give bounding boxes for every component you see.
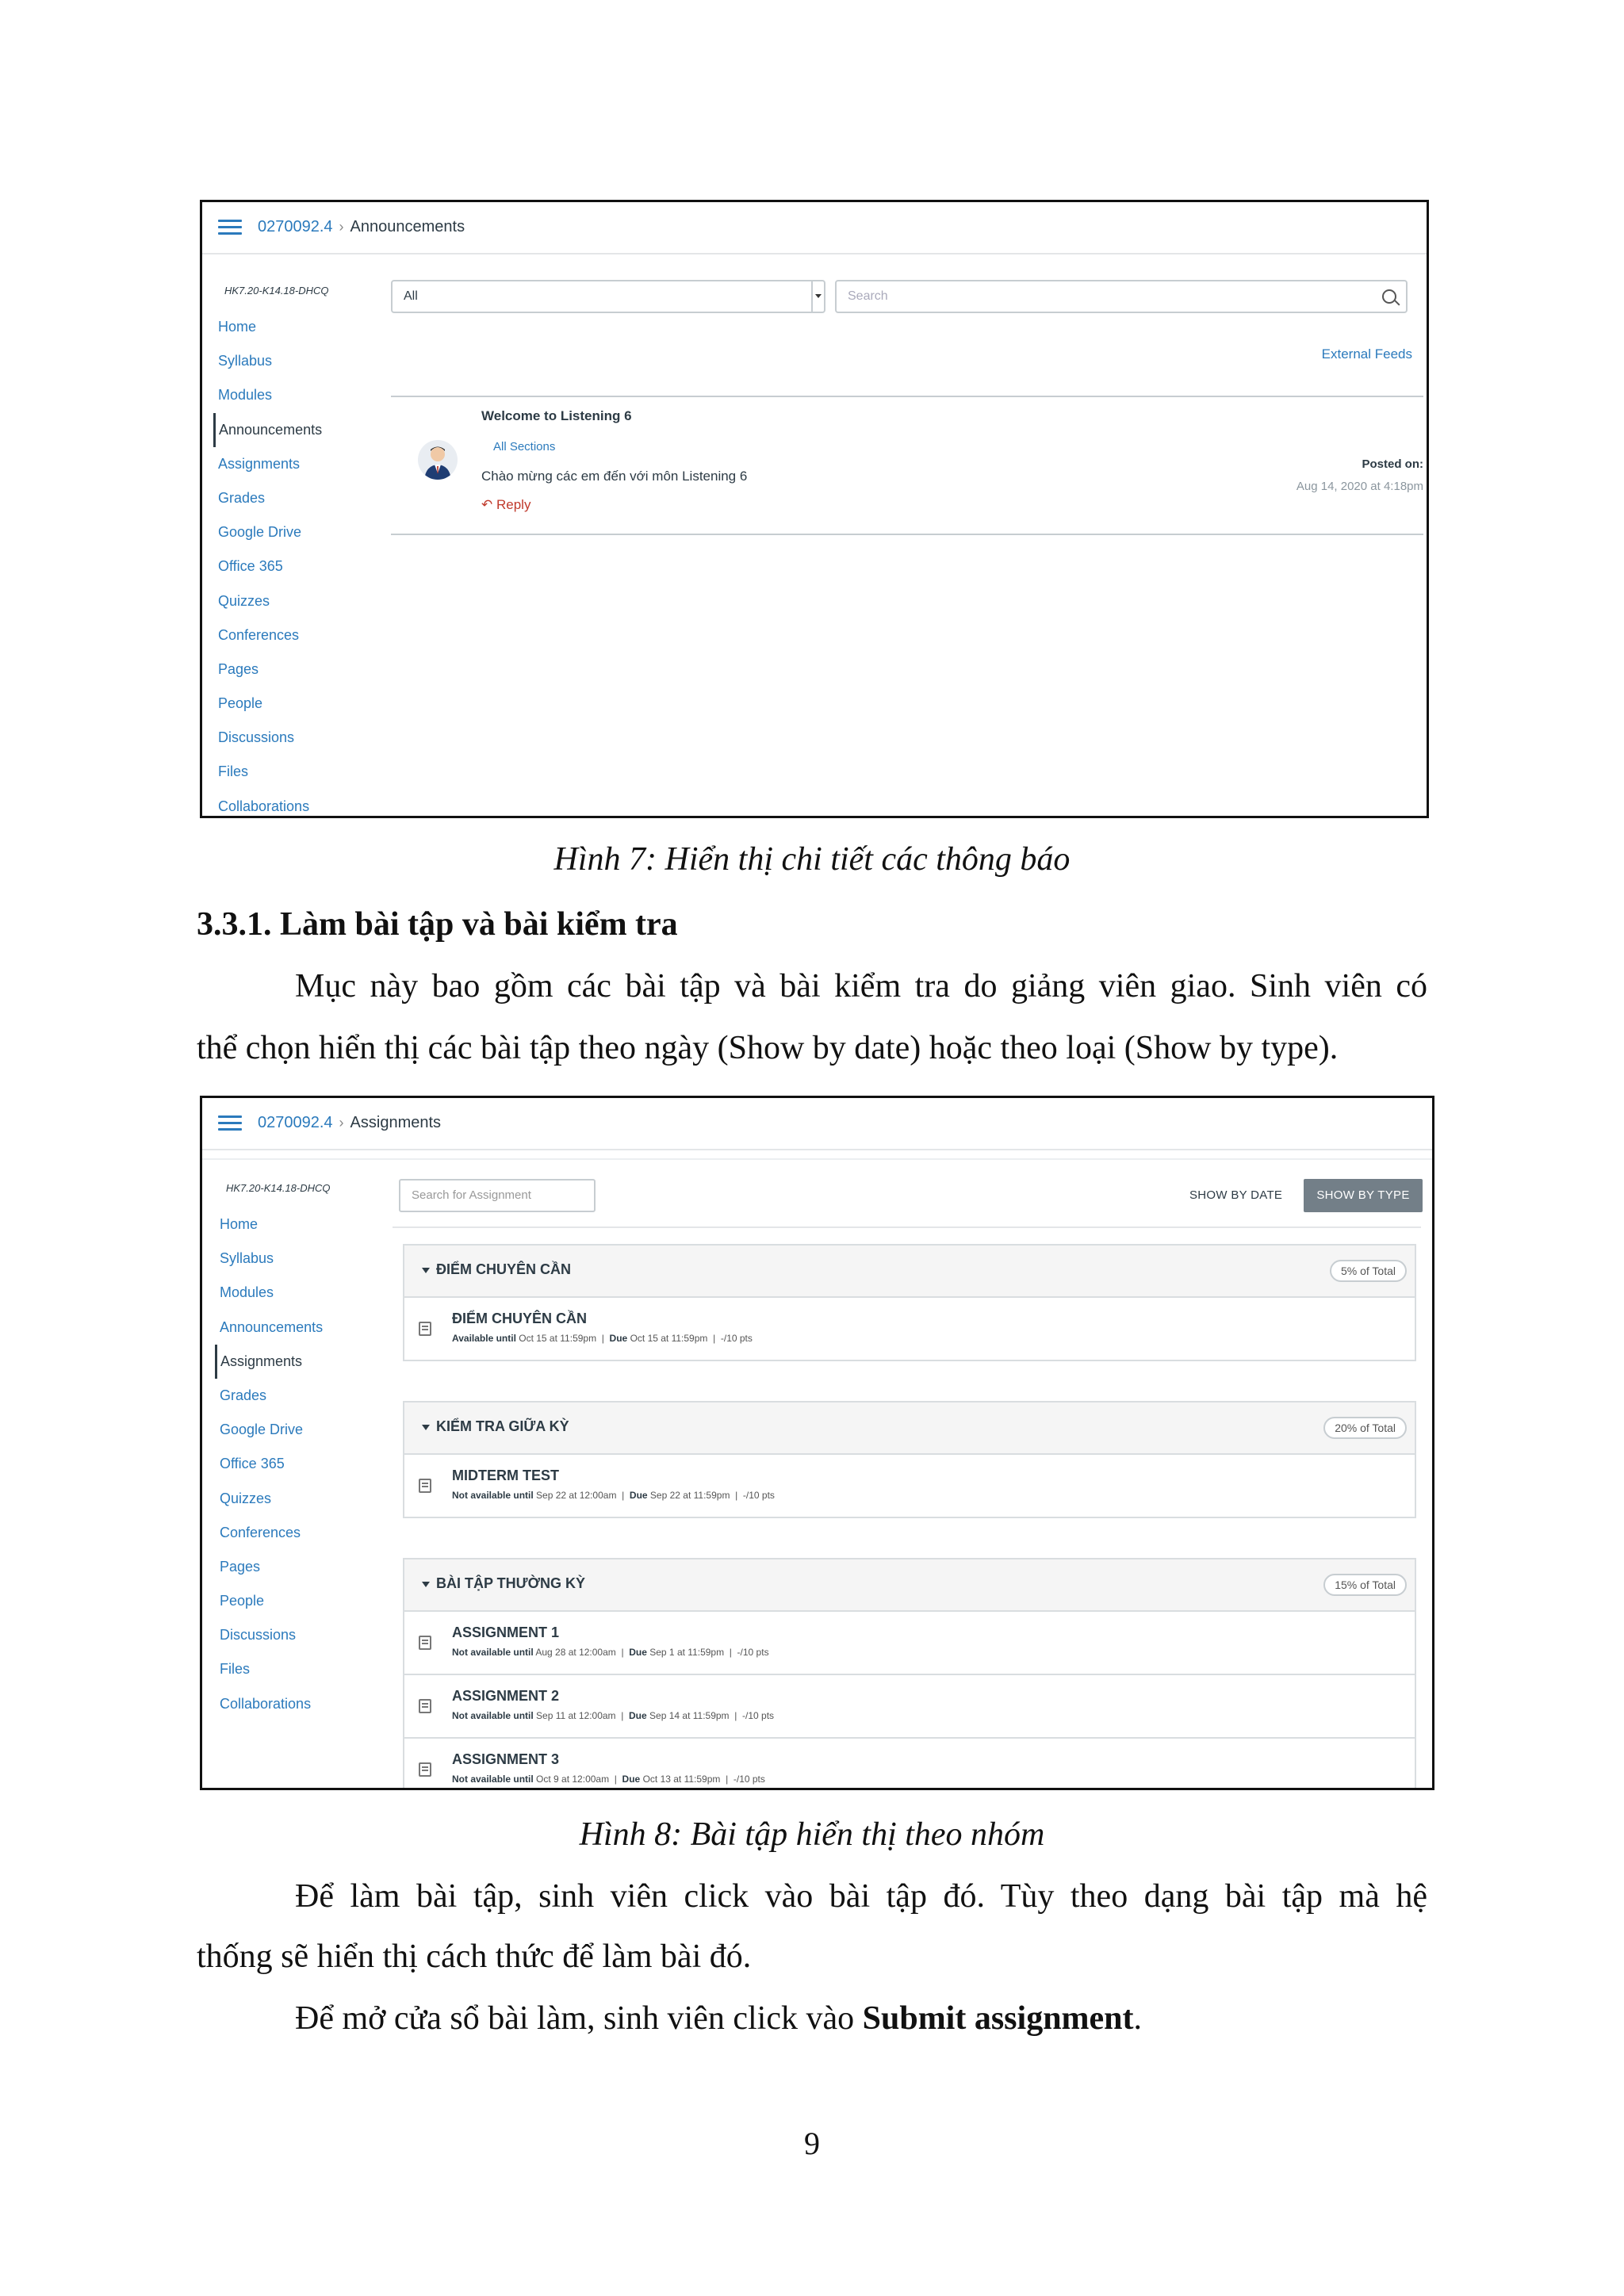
sidebar-item-collaborations[interactable]: Collaborations: [220, 1695, 312, 1712]
section-heading: 3.3.1. Làm bài tập và bài kiểm tra: [197, 906, 678, 943]
assignment-group: [403, 1558, 1416, 1790]
sidebar-item-home[interactable]: Home: [220, 1216, 259, 1232]
points: -/10 pts: [720, 1333, 753, 1344]
search-input[interactable]: [835, 280, 1408, 313]
paragraph1-line1: Mục này bao gồm các bài tập và bài kiểm tra do giảng viên giao. Sinh viên có: [295, 968, 1427, 1004]
assignment-row[interactable]: [404, 1298, 1415, 1360]
group-weight-badge: 20% of Total: [1323, 1417, 1407, 1439]
course-nav: [215, 1207, 373, 1721]
avatar[interactable]: [418, 440, 458, 480]
figure8-screenshot: [200, 1096, 1434, 1790]
chevron-right-icon: ›: [339, 1115, 344, 1131]
assignment-icon: [419, 1699, 431, 1713]
sidebar-item-modules[interactable]: Modules: [220, 1284, 274, 1301]
group-name: BÀI TẬP THƯỜNG KỲ: [436, 1575, 585, 1591]
group-header[interactable]: [404, 1402, 1415, 1455]
sidebar-item-announcements[interactable]: Announcements: [213, 413, 372, 447]
sidebar-item-conferences[interactable]: Conferences: [218, 626, 300, 643]
points: -/10 pts: [737, 1647, 769, 1658]
divider: [202, 1158, 1432, 1160]
sidebar-item-home[interactable]: Home: [218, 319, 257, 335]
sidebar-item-discussions[interactable]: Discussions: [220, 1627, 297, 1644]
assignment-row[interactable]: [404, 1739, 1415, 1790]
assignment-name[interactable]: ASSIGNMENT 2: [452, 1688, 560, 1704]
figure8-caption: Hình 8: Bài tập hiển thị theo nhóm: [579, 1816, 1045, 1853]
due-date: Oct 13 at 11:59pm: [642, 1774, 721, 1785]
filter-select-value: All: [404, 289, 418, 303]
show-by-date-button[interactable]: SHOW BY DATE: [1189, 1188, 1283, 1202]
search-placeholder: Search: [848, 289, 888, 303]
availability-label: Not available until: [452, 1490, 534, 1501]
availability-date: Oct 15 at 11:59pm: [519, 1333, 597, 1344]
assignment-group: [403, 1244, 1416, 1361]
divider: [393, 1226, 1421, 1228]
reply-icon: ↶: [481, 497, 493, 512]
chevron-right-icon: ›: [339, 219, 344, 235]
announcement-title[interactable]: Welcome to Listening 6: [481, 408, 632, 423]
dropdown-arrow-icon[interactable]: [811, 281, 824, 312]
collapse-triangle-icon[interactable]: [422, 1582, 430, 1587]
availability-label: Available until: [452, 1333, 516, 1344]
group-weight-badge: 15% of Total: [1323, 1574, 1407, 1596]
sidebar-item-google-drive[interactable]: Google Drive: [218, 524, 302, 541]
assignment-row[interactable]: [404, 1675, 1415, 1739]
sidebar-item-pages[interactable]: Pages: [220, 1558, 261, 1575]
assignment-icon: [419, 1762, 431, 1777]
assignment-meta: Available until Oct 15 at 11:59pm | Due Oct 15 at 11:59pm | -/10 pts: [452, 1333, 753, 1344]
assignment-search-input[interactable]: [399, 1179, 596, 1212]
sidebar-item-syllabus[interactable]: Syllabus: [218, 353, 273, 369]
breadcrumb-current: Assignments: [350, 1114, 442, 1131]
group-header[interactable]: [404, 1246, 1415, 1298]
term-label: HK7.20-K14.18-DHCQ: [224, 285, 329, 297]
sidebar-item-quizzes[interactable]: Quizzes: [220, 1490, 272, 1506]
page-number: 9: [804, 2126, 820, 2161]
due-date: Oct 15 at 11:59pm: [630, 1333, 708, 1344]
sidebar-item-conferences[interactable]: Conferences: [220, 1524, 301, 1540]
paragraph1-line2: thể chọn hiển thị các bài tập theo ngày (Show by date) hoặc theo loại (Show by type).: [197, 1030, 1339, 1066]
availability-date: Sep 11 at 12:00am: [536, 1710, 616, 1721]
sidebar-item-modules[interactable]: Modules: [218, 387, 273, 404]
course-nav: [213, 310, 372, 818]
figure7-caption: Hình 7: Hiển thị chi tiết các thông báo: [553, 841, 1071, 878]
sidebar-item-grades[interactable]: Grades: [218, 489, 266, 506]
sidebar-item-pages[interactable]: Pages: [218, 660, 259, 677]
assignment-name[interactable]: ĐIỂM CHUYÊN CẦN: [452, 1311, 588, 1326]
breadcrumb: [258, 218, 465, 236]
paragraph2-line1: Để làm bài tập, sinh viên click vào bài tập đó. Tùy theo dạng bài tập mà hệ: [295, 1878, 1427, 1915]
breadcrumb-current: Announcements: [350, 218, 465, 235]
hamburger-menu-icon[interactable]: [218, 1115, 242, 1131]
divider: [391, 396, 1423, 397]
group-name: ĐIỂM CHUYÊN CẦN: [436, 1261, 572, 1277]
collapse-triangle-icon[interactable]: [422, 1425, 430, 1430]
sidebar-item-files[interactable]: Files: [218, 763, 249, 780]
assignment-meta: Not available until Aug 28 at 12:00am | Due Sep 1 at 11:59pm | -/10 pts: [452, 1647, 769, 1658]
top-bar: [202, 1098, 1432, 1150]
group-header[interactable]: [404, 1559, 1415, 1612]
show-by-type-button[interactable]: SHOW BY TYPE: [1304, 1179, 1423, 1212]
assignment-meta: Not available until Sep 11 at 12:00am | Due Sep 14 at 11:59pm | -/10 pts: [452, 1710, 775, 1721]
sidebar-item-grades[interactable]: Grades: [220, 1387, 267, 1403]
assignment-meta: Not available until Sep 22 at 12:00am | Due Sep 22 at 11:59pm | -/10 pts: [452, 1490, 775, 1501]
due-date: Sep 1 at 11:59pm: [649, 1647, 725, 1658]
sidebar-item-quizzes[interactable]: Quizzes: [218, 592, 270, 609]
assignment-group: [403, 1401, 1416, 1518]
points: -/10 pts: [742, 1710, 775, 1721]
top-bar: [202, 202, 1427, 254]
sidebar-item-assignments[interactable]: Assignments: [218, 455, 301, 472]
person-avatar-icon: [418, 440, 458, 480]
assignment-icon: [419, 1322, 431, 1336]
external-feeds-link[interactable]: External Feeds: [1321, 346, 1412, 362]
assignment-icon: [419, 1479, 431, 1493]
sidebar-item-people[interactable]: People: [218, 695, 263, 712]
points: -/10 pts: [733, 1774, 765, 1785]
due-label: Due: [629, 1710, 647, 1721]
paragraph3-text: Để mở cửa sổ bài làm, sinh viên click vào: [295, 2000, 863, 2037]
term-label: HK7.20-K14.18-DHCQ: [226, 1182, 331, 1194]
availability-date: Aug 28 at 12:00am: [535, 1647, 616, 1658]
paragraph3-end: .: [1133, 2000, 1143, 2037]
assignment-row[interactable]: [404, 1612, 1415, 1675]
sidebar-item-office-365[interactable]: Office 365: [218, 558, 283, 575]
announcement-sections: All Sections: [493, 440, 556, 453]
divider: [391, 534, 1423, 535]
figure7-screenshot: [200, 200, 1429, 818]
sidebar-item-assignments[interactable]: Assignments: [215, 1345, 373, 1379]
sidebar-item-collaborations[interactable]: Collaborations: [218, 798, 310, 814]
assignment-meta: Not available until Oct 9 at 12:00am | Due Oct 13 at 11:59pm | -/10 pts: [452, 1774, 765, 1785]
posted-on-label: Posted on:: [1362, 457, 1423, 471]
breadcrumb-course-link[interactable]: 0270092.4: [258, 1114, 333, 1131]
sidebar-item-people[interactable]: People: [220, 1593, 265, 1609]
assignment-row[interactable]: [404, 1455, 1415, 1517]
search-placeholder: Search for Assignment: [412, 1188, 531, 1202]
due-label: Due: [609, 1333, 628, 1344]
search-icon[interactable]: [1382, 289, 1396, 304]
availability-label: Not available until: [452, 1774, 534, 1785]
due-label: Due: [629, 1647, 647, 1658]
paragraph3: [295, 1999, 1142, 2038]
sidebar-item-announcements[interactable]: Announcements: [220, 1318, 324, 1335]
availability-label: Not available until: [452, 1647, 534, 1658]
assignment-name[interactable]: ASSIGNMENT 3: [452, 1751, 560, 1767]
availability-label: Not available until: [452, 1710, 534, 1721]
assignment-name[interactable]: MIDTERM TEST: [452, 1468, 559, 1483]
due-label: Due: [622, 1774, 641, 1785]
reply-link[interactable]: [481, 497, 530, 513]
due-date: Sep 22 at 11:59pm: [649, 1490, 730, 1501]
sidebar-item-discussions[interactable]: Discussions: [218, 729, 295, 746]
breadcrumb: [258, 1114, 441, 1132]
group-name: KIỂM TRA GIỮA KỲ: [436, 1418, 569, 1434]
assignment-name[interactable]: ASSIGNMENT 1: [452, 1624, 560, 1640]
announcement-message: Chào mừng các em đến với môn Listening 6: [481, 469, 748, 484]
submit-assignment-emphasis: Submit assignment: [862, 2000, 1134, 2037]
hamburger-menu-icon[interactable]: [218, 220, 242, 235]
filter-select[interactable]: [391, 280, 825, 313]
breadcrumb-course-link[interactable]: 0270092.4: [258, 218, 333, 235]
paragraph2-line2: thống sẽ hiển thị cách thức để làm bài đó.: [197, 1938, 752, 1975]
sidebar-item-files[interactable]: Files: [220, 1661, 251, 1678]
availability-date: Oct 9 at 12:00am: [536, 1774, 610, 1785]
reply-label: Reply: [496, 497, 531, 512]
sidebar-item-syllabus[interactable]: Syllabus: [220, 1250, 274, 1267]
due-date: Sep 14 at 11:59pm: [649, 1710, 730, 1721]
sidebar-item-google-drive[interactable]: Google Drive: [220, 1422, 304, 1438]
availability-date: Sep 22 at 12:00am: [536, 1490, 617, 1501]
assignment-icon: [419, 1636, 431, 1650]
collapse-triangle-icon[interactable]: [422, 1268, 430, 1273]
sidebar-item-office-365[interactable]: Office 365: [220, 1456, 285, 1472]
posted-date: Aug 14, 2020 at 4:18pm: [1296, 480, 1423, 493]
group-weight-badge: 5% of Total: [1330, 1260, 1407, 1282]
due-label: Due: [629, 1490, 648, 1501]
points: -/10 pts: [742, 1490, 775, 1501]
